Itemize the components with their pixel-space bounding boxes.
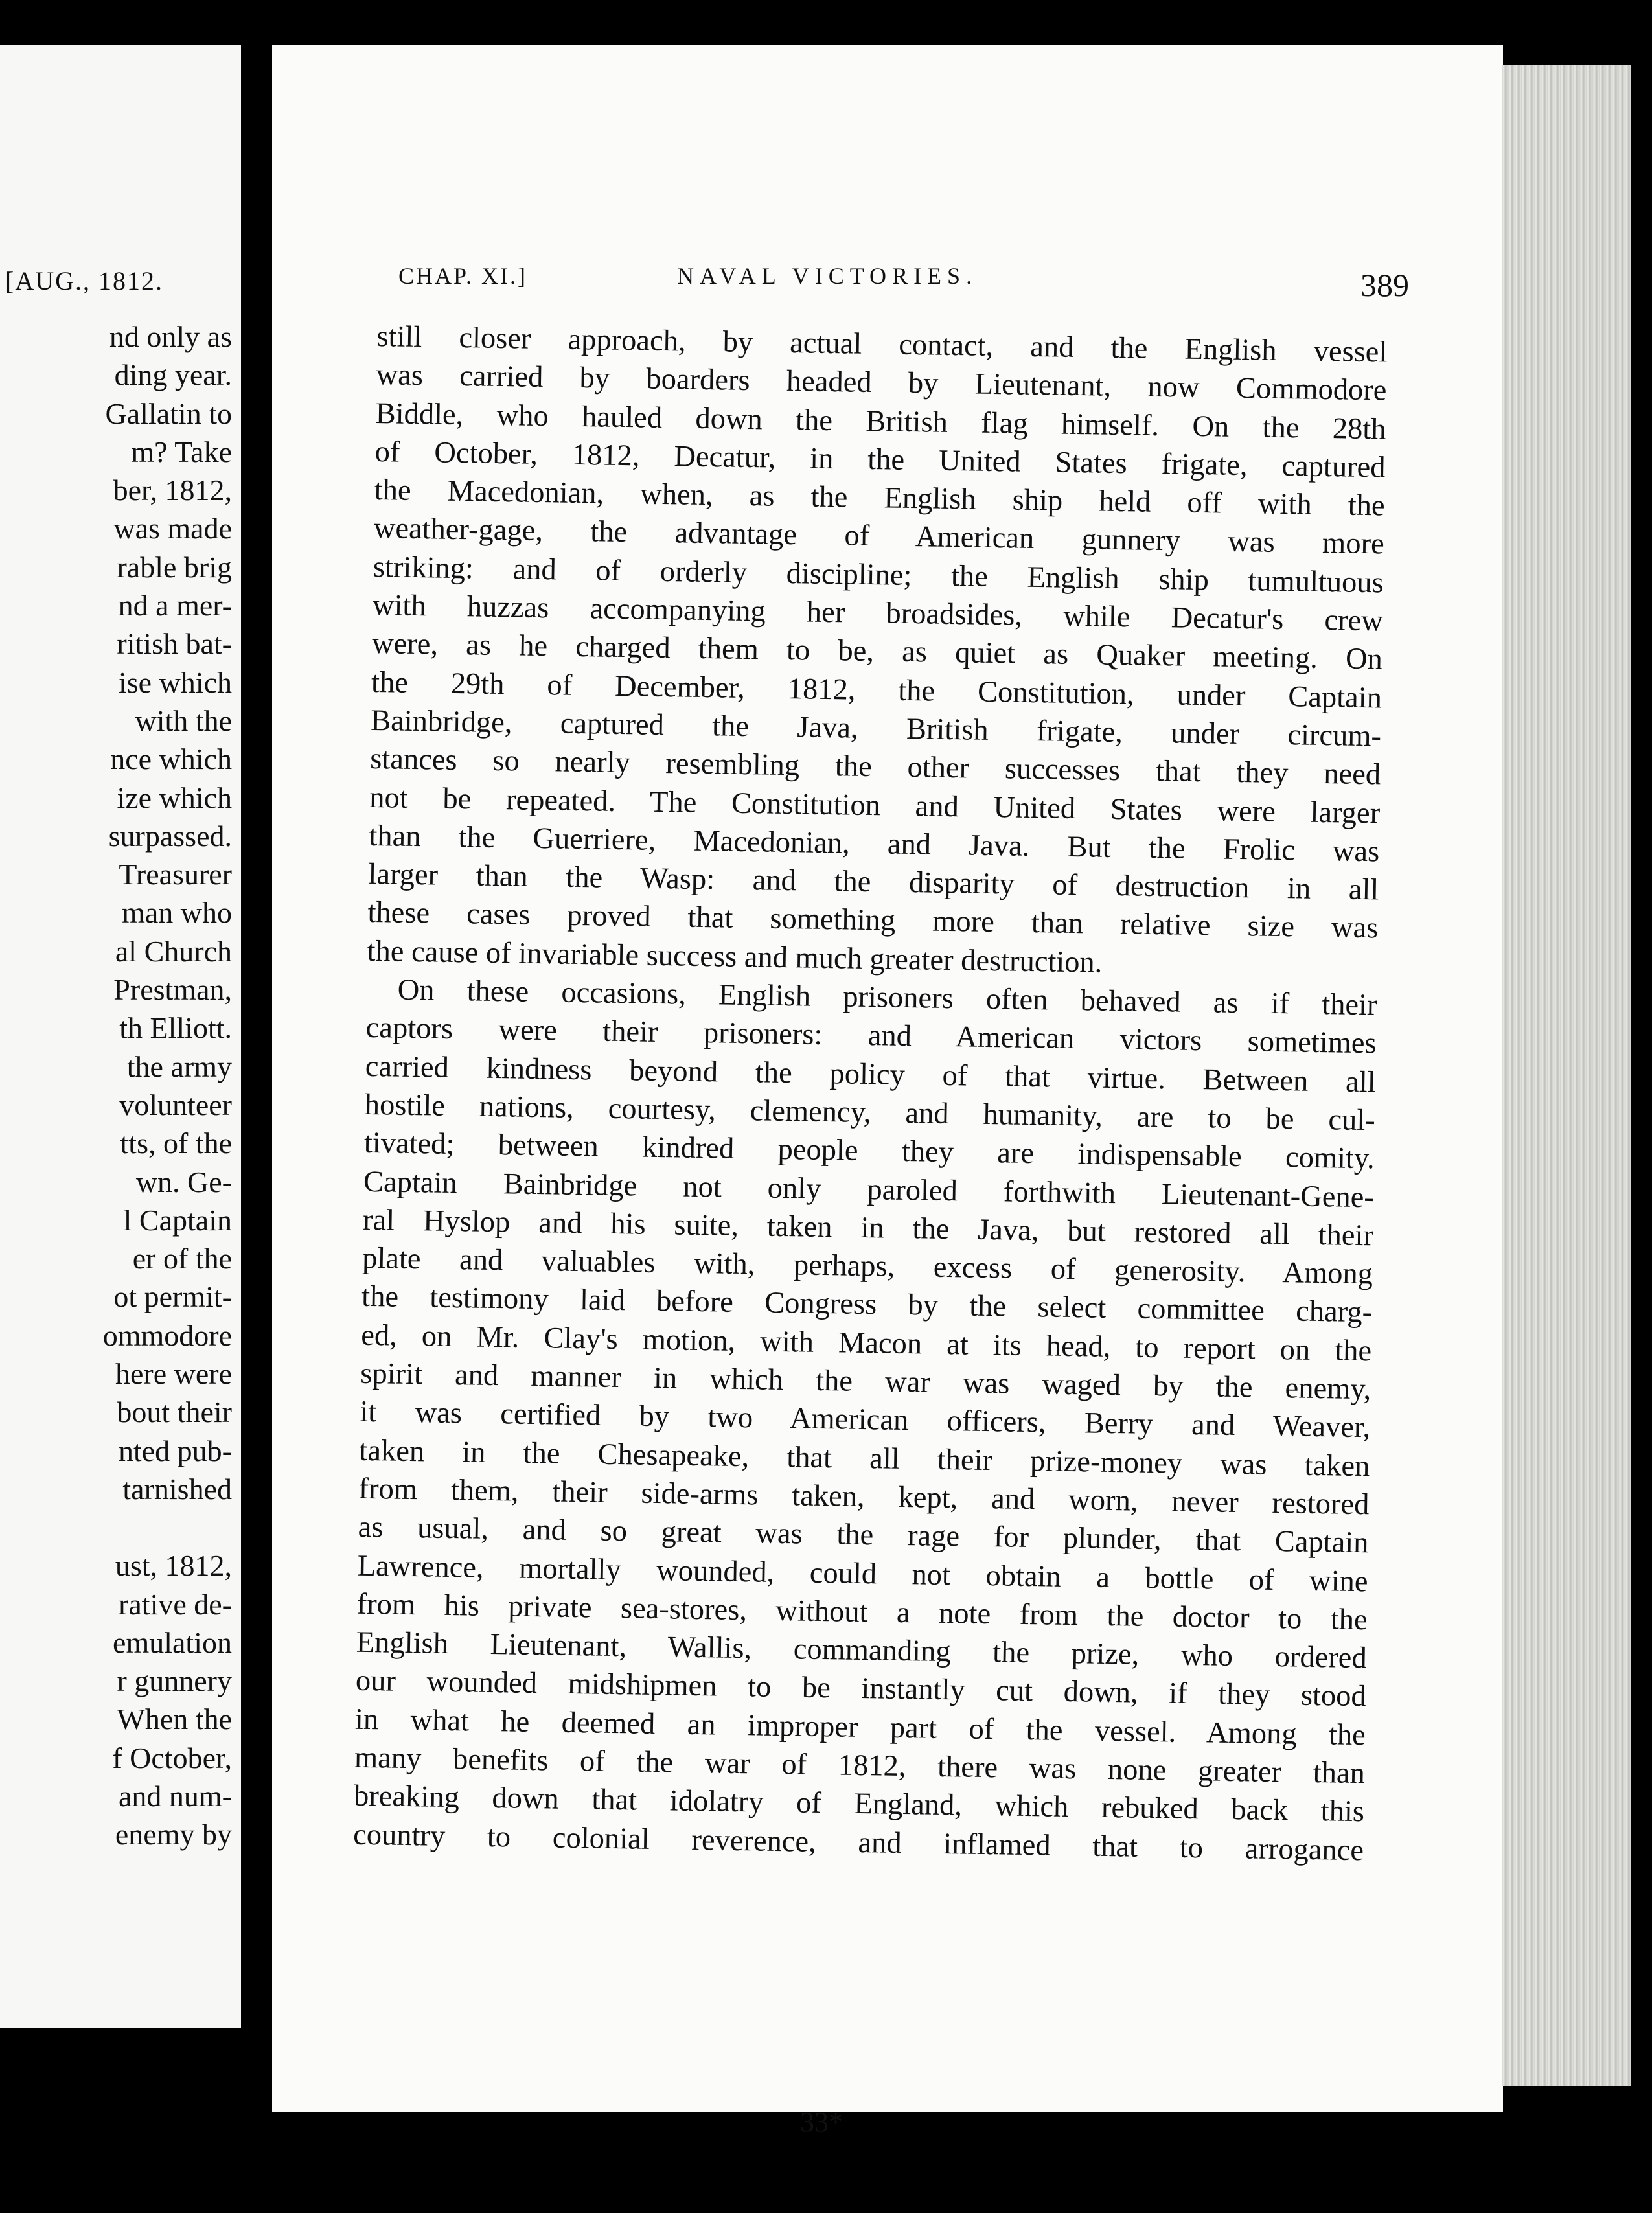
text-line: rative de- xyxy=(119,1587,232,1621)
text-line: country to colonial reverence, and inflamed that to arrogance xyxy=(352,1818,1364,1867)
text-line: from his private sea-stores, without a note from the doctor to the xyxy=(356,1587,1368,1637)
text-line: the army xyxy=(126,1049,232,1083)
text-line: rable brig xyxy=(117,550,232,584)
text-line: it was certified by two American officers, Berry and Weaver, xyxy=(360,1395,1371,1445)
text-line: On these occasions, English prisoners often behaved as if their xyxy=(397,973,1377,1022)
text-line: When the xyxy=(117,1703,232,1736)
text-line: with huzzas accompanying her broadsides, while Decatur's crew xyxy=(372,589,1384,638)
text-line: ritish bat- xyxy=(117,627,232,661)
text-line: here were xyxy=(115,1357,232,1391)
text-line: not be repeated. The Constitution and United States were larger xyxy=(369,781,1381,830)
left-page xyxy=(0,45,241,2028)
text-line: spirit and manner in which the war was waged by the enemy, xyxy=(360,1357,1371,1406)
text-line: Lawrence, mortally wounded, could not obtain a bottle of wine xyxy=(357,1549,1368,1598)
text-line: Prestman, xyxy=(113,973,232,1007)
text-line: were, as he charged them to be, as quiet as Quaker meeting. On xyxy=(371,627,1383,676)
text-line: ral Hyslop and his suite, taken in the Java, but restored all their xyxy=(362,1203,1374,1253)
text-line: ise which xyxy=(118,665,232,699)
left-page-text xyxy=(103,317,232,1854)
text-line: plate and valuables with, perhaps, excess of generosity. Among xyxy=(361,1241,1373,1291)
text-line: nd a mer- xyxy=(118,589,232,623)
text-line: captors were their prisoners: and American victors sometimes xyxy=(365,1011,1377,1061)
text-line: many benefits of the war of 1812, there was none greater than xyxy=(354,1741,1366,1791)
text-line: emulation xyxy=(113,1625,232,1659)
text-line: m? Take xyxy=(131,435,232,468)
text-line: tarnished xyxy=(122,1472,232,1506)
text-line: stances so nearly resembling the other successes that they need xyxy=(369,742,1381,792)
text-line: in what he deemed an improper part of the vessel. Among the xyxy=(354,1703,1366,1752)
text-line: as usual, and so great was the rage for plunder, that Captain xyxy=(358,1510,1369,1560)
text-line: tts, of the xyxy=(120,1127,232,1160)
text-line: tivated; between kindred people they are indispensable comity. xyxy=(363,1127,1375,1176)
text-line: surpassed. xyxy=(108,819,232,853)
text-line: of October, 1812, Decatur, in the United States frigate, captured xyxy=(374,435,1386,485)
text-line: English Lieutenant, Wallis, commanding the prize, who ordered xyxy=(356,1625,1368,1675)
text-line: hostile nations, courtesy, clemency, and humanity, are to be cul- xyxy=(364,1088,1376,1138)
text-line: ed, on Mr. Clay's motion, with Macon at its head, to report on the xyxy=(360,1318,1372,1368)
text-line: larger than the Wasp: and the disparity of destruction in all xyxy=(368,858,1379,907)
body-text xyxy=(353,317,1388,1870)
text-line: was carried by boarders headed by Lieutenant, now Commodore xyxy=(376,358,1387,407)
text-line: Captain Bainbridge not only paroled forthwith Lieutenant-Gene- xyxy=(363,1165,1375,1214)
text-line: ommodore xyxy=(102,1318,232,1352)
page-number: 389 xyxy=(1360,267,1409,303)
text-line: al Church xyxy=(115,934,232,968)
left-running-head: [AUG., 1812. xyxy=(5,266,163,295)
text-line: ot permit- xyxy=(113,1280,232,1314)
text-line: man who xyxy=(122,896,232,930)
text-line: nd only as xyxy=(109,320,232,353)
text-line: than the Guerriere, Macedonian, and Java. But the Frolic was xyxy=(369,819,1380,869)
text-line: th Elliott. xyxy=(119,1011,232,1045)
text-line: from them, their side-arms taken, kept, and worn, never restored xyxy=(358,1472,1370,1522)
text-line: with the xyxy=(135,704,232,737)
text-line: was made xyxy=(113,512,232,545)
running-head xyxy=(398,262,1409,301)
text-line: carried kindness beyond the policy of that virtue. Between all xyxy=(365,1049,1377,1099)
text-line: bout their xyxy=(117,1395,232,1429)
text-line: f October, xyxy=(112,1741,232,1774)
text-line: er of the xyxy=(132,1242,232,1276)
text-line: the 29th of December, 1812, the Constitution, under Captain xyxy=(371,665,1382,715)
text-line: Bainbridge, captured the Java, British frigate, under circum- xyxy=(370,704,1382,753)
text-line: the cause of invariable success and much greater destruction. xyxy=(367,934,1103,980)
text-line: nce which xyxy=(110,742,232,776)
text-line: r gunnery xyxy=(117,1664,232,1698)
text-line: still closer approach, by actual contact, and the English vessel xyxy=(376,319,1388,369)
right-page xyxy=(272,45,1503,2138)
text-line: weather-gage, the advantage of American gunnery was more xyxy=(373,512,1385,561)
text-line: Biddle, who hauled down the British flag himself. On the 28th xyxy=(375,396,1386,446)
text-line: the testimony laid before Congress by the select committee charg- xyxy=(361,1280,1373,1329)
text-line: Gallatin to xyxy=(105,396,232,430)
text-line: these cases proved that something more than relative size was xyxy=(367,896,1379,945)
text-line: the Macedonian, when, as the English ship held off with the xyxy=(374,474,1386,523)
text-line: and num- xyxy=(118,1779,232,1813)
text-line: striking: and of orderly discipline; the English ship tumultuous xyxy=(373,550,1384,600)
text-line: l Captain xyxy=(123,1203,232,1237)
text-line: Treasurer xyxy=(119,858,232,891)
page-edges xyxy=(1502,65,1631,2086)
text-line: ding year. xyxy=(114,358,232,392)
text-line: ber, 1812, xyxy=(113,474,232,507)
text-line: enemy by xyxy=(115,1818,232,1852)
text-line: breaking down that idolatry of England, which rebuked back this xyxy=(353,1780,1365,1829)
text-line: ize which xyxy=(117,781,232,814)
text-line: wn. Ge- xyxy=(135,1165,232,1198)
text-line: nted pub- xyxy=(118,1434,232,1467)
text-line: taken in the Chesapeake, that all their prize-money was taken xyxy=(359,1434,1370,1483)
text-line: volunteer xyxy=(119,1088,232,1121)
text-line: our wounded midshipmen to be instantly cut down, if they stood xyxy=(355,1664,1367,1714)
chapter-label: CHAP. XI.] xyxy=(398,263,528,289)
signature-mark: 33* xyxy=(800,2106,843,2138)
section-title: NAVAL VICTORIES. xyxy=(677,263,978,289)
text-line: ust, 1812, xyxy=(115,1549,232,1583)
